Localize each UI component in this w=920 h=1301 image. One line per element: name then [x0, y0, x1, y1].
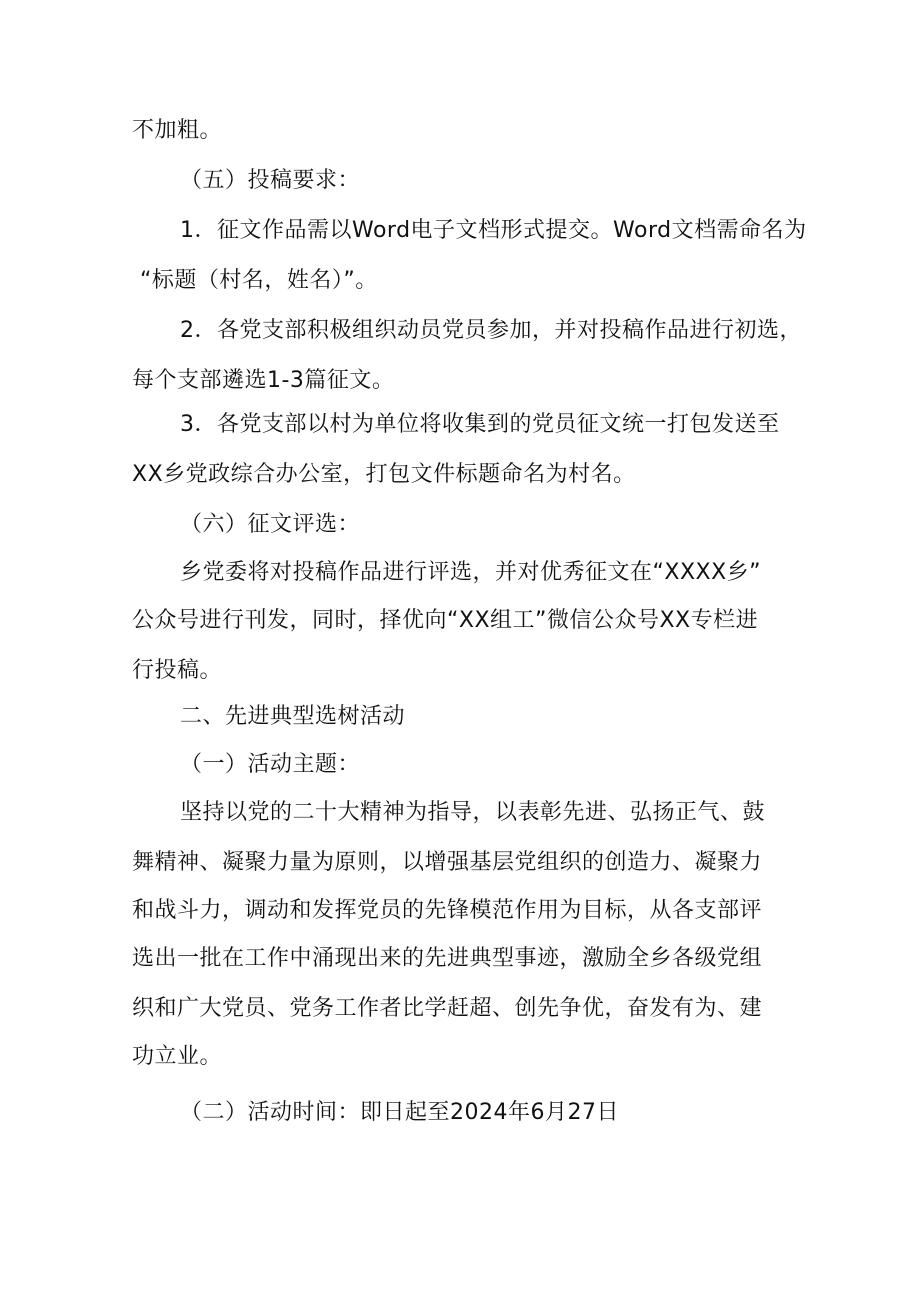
section-heading: （二）活动时间：即日起至2024年6月27日	[180, 1100, 619, 1125]
paragraph-line: 选出一批在工作中涌现出来的先进典型事迹，激励全乡各级党组	[132, 946, 763, 971]
paragraph-line: 功立业。	[132, 1044, 223, 1069]
paragraph-line: 3．各党支部以村为单位将收集到的党员征文统一打包发送至	[180, 412, 780, 437]
paragraph-line: 2．各党支部积极组织动员党员参加，并对投稿作品进行初选，	[180, 318, 802, 343]
paragraph-line: 织和广大党员、党务工作者比学赶超、创先争优，奋发有为、建	[132, 996, 763, 1021]
paragraph-line: 行投稿。	[132, 658, 223, 683]
paragraph-line: 和战斗力，调动和发挥党员的先锋模范作用为目标，从各支部评	[132, 898, 763, 923]
paragraph-line: 乡党委将对投稿作品进行评选，并对优秀征文在“XXXX乡”	[180, 560, 762, 585]
section-heading: （六）征文评选：	[180, 512, 361, 537]
paragraph-line: 1．征文作品需以Word电子文档形式提交。Word文档需命名为	[180, 218, 807, 243]
paragraph-line: 舞精神、凝聚力量为原则，以增强基层党组织的创造力、凝聚力	[132, 850, 763, 875]
paragraph-line: 每个支部遴选1-3篇征文。	[132, 368, 395, 393]
paragraph-line: XX乡党政综合办公室，打包文件标题命名为村名。	[132, 462, 636, 487]
chapter-heading: 二、先进典型选树活动	[180, 704, 406, 729]
section-heading: （一）活动主题：	[180, 752, 361, 777]
paragraph-line: 不加粗。	[132, 118, 223, 143]
paragraph-line: “标题（村名，姓名）”。	[140, 268, 378, 293]
section-heading: （五）投稿要求：	[180, 168, 361, 193]
paragraph-line: 坚持以党的二十大精神为指导，以表彰先进、弘扬正气、鼓	[180, 800, 766, 825]
paragraph-line: 公众号进行刊发，同时，择优向“XX组工”微信公众号XX专栏进	[132, 608, 759, 633]
